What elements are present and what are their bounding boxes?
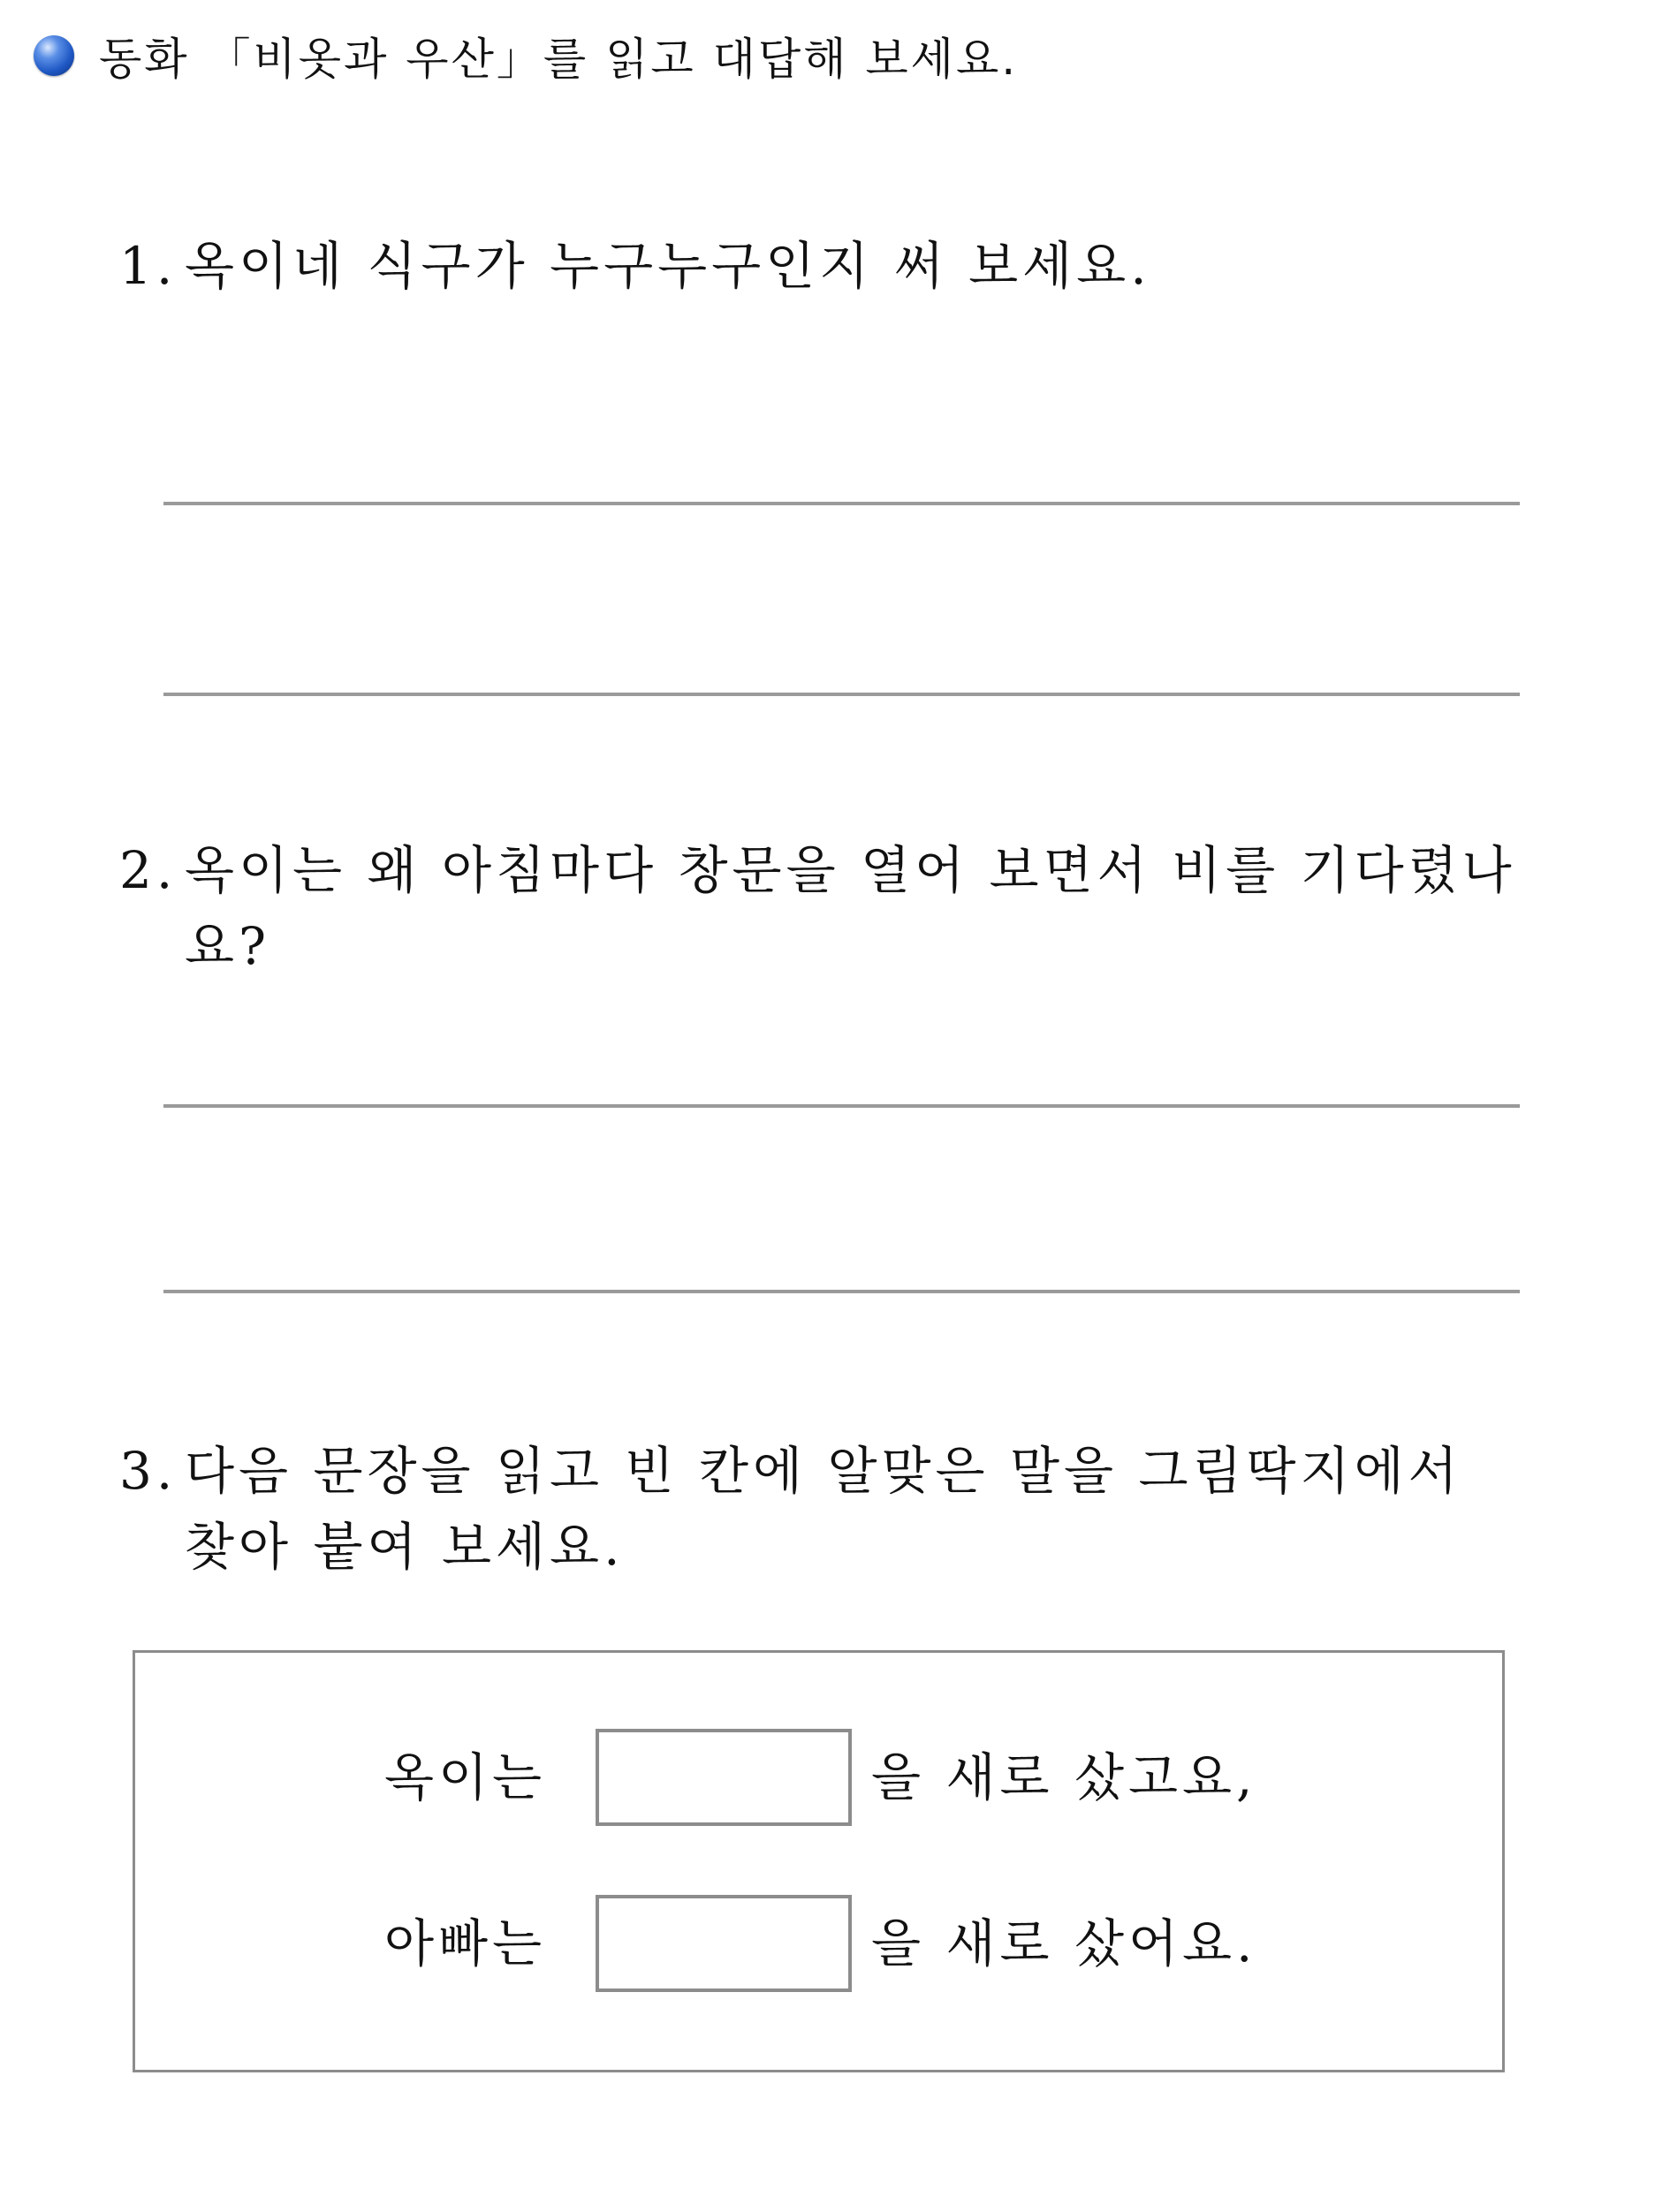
question-3 — [119, 1433, 1524, 1585]
question-text: 다음 문장을 읽고 빈 칸에 알맞은 말을 그림딱지에서 찾아 붙여 보세요. — [185, 1441, 1462, 1577]
fill-in-sentence-2 — [135, 1895, 1502, 1992]
instruction-header — [34, 25, 1018, 87]
answer-line-2b[interactable] — [163, 1290, 1520, 1293]
question-text: 옥이는 왜 아침마다 창문을 열어 보면서 비를 기다렸나요? — [185, 840, 1516, 976]
answer-line-1b[interactable] — [163, 693, 1520, 696]
answer-line-1a[interactable] — [163, 502, 1520, 505]
sentence-predicate: 을 새로 샀어요. — [871, 1913, 1257, 1973]
question-number: 1. — [119, 236, 178, 296]
question-number: 2. — [119, 840, 178, 900]
question-1 — [119, 228, 1524, 304]
answer-line-2a[interactable] — [163, 1104, 1520, 1108]
sentence-predicate: 을 새로 샀고요, — [871, 1747, 1257, 1807]
fill-in-sentence-1 — [135, 1729, 1502, 1826]
blue-sphere-icon — [34, 35, 74, 76]
sentence-subject: 아빠는 — [384, 1913, 547, 1973]
instruction-text: 동화 「비옷과 우산」를 읽고 대답해 보세요. — [99, 34, 1019, 85]
question-2 — [119, 832, 1524, 984]
blank-sticker-slot-2[interactable] — [596, 1895, 852, 1992]
question-number: 3. — [119, 1441, 178, 1501]
sentence-subject: 옥이는 — [384, 1747, 547, 1807]
blank-sticker-slot-1[interactable] — [596, 1729, 852, 1826]
question-text: 옥이네 식구가 누구누구인지 써 보세요. — [185, 236, 1151, 296]
fill-in-box — [133, 1650, 1505, 2072]
